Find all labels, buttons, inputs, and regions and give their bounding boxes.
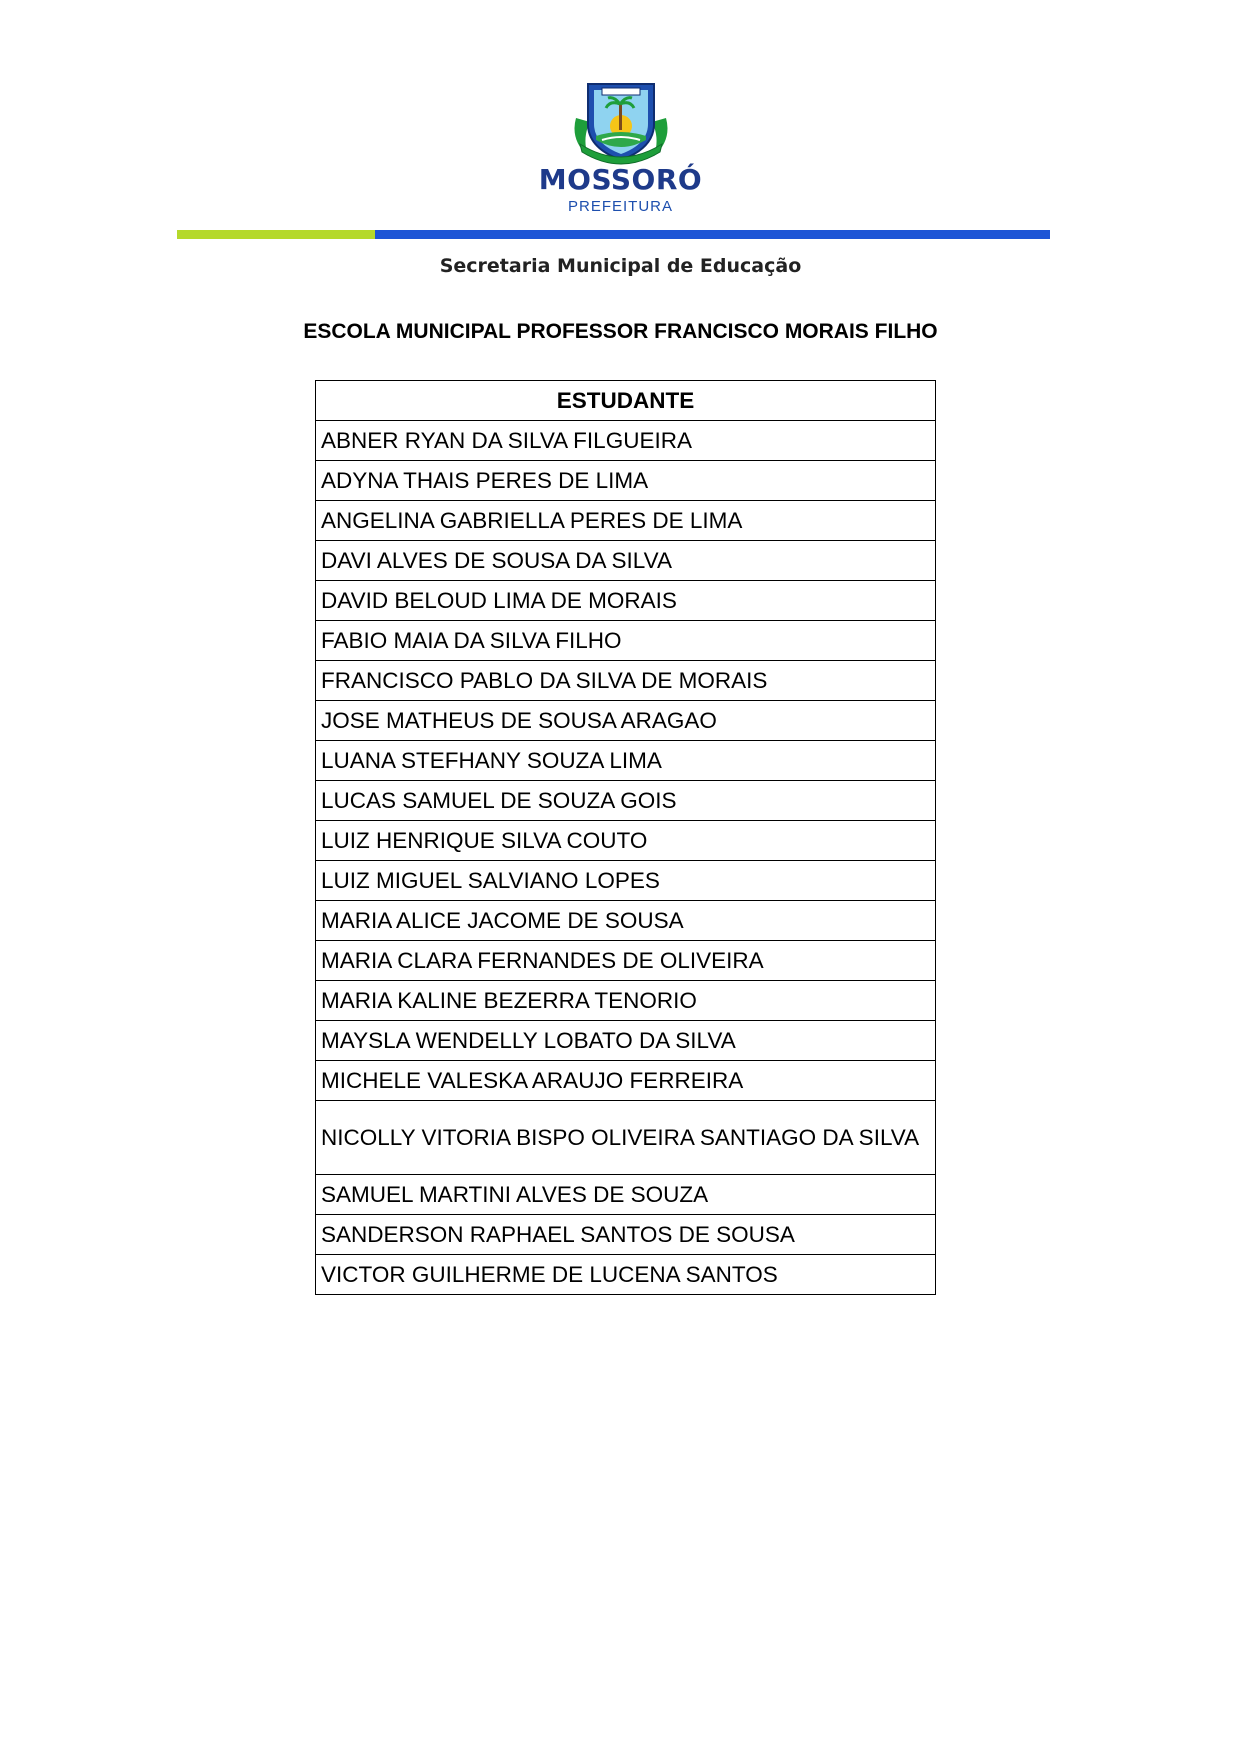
- table-row: [316, 581, 936, 621]
- student-name: SANDERSON RAPHAEL SANTOS DE SOUSA: [316, 1215, 936, 1255]
- table-row: [316, 1101, 936, 1175]
- table-row: [316, 741, 936, 781]
- table-row: [316, 1061, 936, 1101]
- brand-subtitle: PREFEITURA: [567, 198, 673, 215]
- mossoro-logo: [0, 78, 1241, 166]
- table-row: [316, 1215, 936, 1255]
- table-row: [316, 941, 936, 981]
- student-name: LUCAS SAMUEL DE SOUZA GOIS: [316, 781, 936, 821]
- department-title: Secretaria Municipal de Educação: [439, 255, 802, 277]
- header-divider-green: [177, 230, 375, 239]
- table-body: [316, 421, 936, 1295]
- table-row: [316, 821, 936, 861]
- student-name: LUIZ HENRIQUE SILVA COUTO: [316, 821, 936, 861]
- table-row: [316, 461, 936, 501]
- student-name: SAMUEL MARTINI ALVES DE SOUZA: [316, 1175, 936, 1215]
- city-crest-icon: [566, 78, 676, 166]
- student-name: ABNER RYAN DA SILVA FILGUEIRA: [316, 421, 936, 461]
- column-header-student: ESTUDANTE: [316, 381, 936, 421]
- table-row: [316, 1255, 936, 1295]
- header-divider-blue: [375, 230, 1050, 239]
- table-row: [316, 1021, 936, 1061]
- student-name: FRANCISCO PABLO DA SILVA DE MORAIS: [316, 661, 936, 701]
- table-row: [316, 981, 936, 1021]
- student-name: LUIZ MIGUEL SALVIANO LOPES: [316, 861, 936, 901]
- student-name: DAVID BELOUD LIMA DE MORAIS: [316, 581, 936, 621]
- student-name: MAYSLA WENDELLY LOBATO DA SILVA: [316, 1021, 936, 1061]
- student-name: VICTOR GUILHERME DE LUCENA SANTOS: [316, 1255, 936, 1295]
- student-name: JOSE MATHEUS DE SOUSA ARAGAO: [316, 701, 936, 741]
- table-row: [316, 421, 936, 461]
- student-name: MARIA KALINE BEZERRA TENORIO: [316, 981, 936, 1021]
- brand-name: MOSSORÓ: [538, 163, 703, 196]
- student-name: DAVI ALVES DE SOUSA DA SILVA: [316, 541, 936, 581]
- student-name: MICHELE VALESKA ARAUJO FERREIRA: [316, 1061, 936, 1101]
- student-name: MARIA CLARA FERNANDES DE OLIVEIRA: [316, 941, 936, 981]
- table-row: [316, 661, 936, 701]
- table-row: [316, 541, 936, 581]
- table-header-row: [316, 381, 936, 421]
- student-name: NICOLLY VITORIA BISPO OLIVEIRA SANTIAGO DA SILVA: [316, 1101, 936, 1175]
- table-row: [316, 1175, 936, 1215]
- student-name: FABIO MAIA DA SILVA FILHO: [316, 621, 936, 661]
- table-row: [316, 781, 936, 821]
- table-row: [316, 861, 936, 901]
- student-name: ADYNA THAIS PERES DE LIMA: [316, 461, 936, 501]
- student-name: ANGELINA GABRIELLA PERES DE LIMA: [316, 501, 936, 541]
- student-name: LUANA STEFHANY SOUZA LIMA: [316, 741, 936, 781]
- school-title: ESCOLA MUNICIPAL PROFESSOR FRANCISCO MORAIS FILHO: [303, 320, 938, 343]
- student-name: MARIA ALICE JACOME DE SOUSA: [316, 901, 936, 941]
- table-row: [316, 901, 936, 941]
- table-row: [316, 701, 936, 741]
- students-table: [315, 380, 936, 1295]
- table-row: [316, 501, 936, 541]
- table-row: [316, 621, 936, 661]
